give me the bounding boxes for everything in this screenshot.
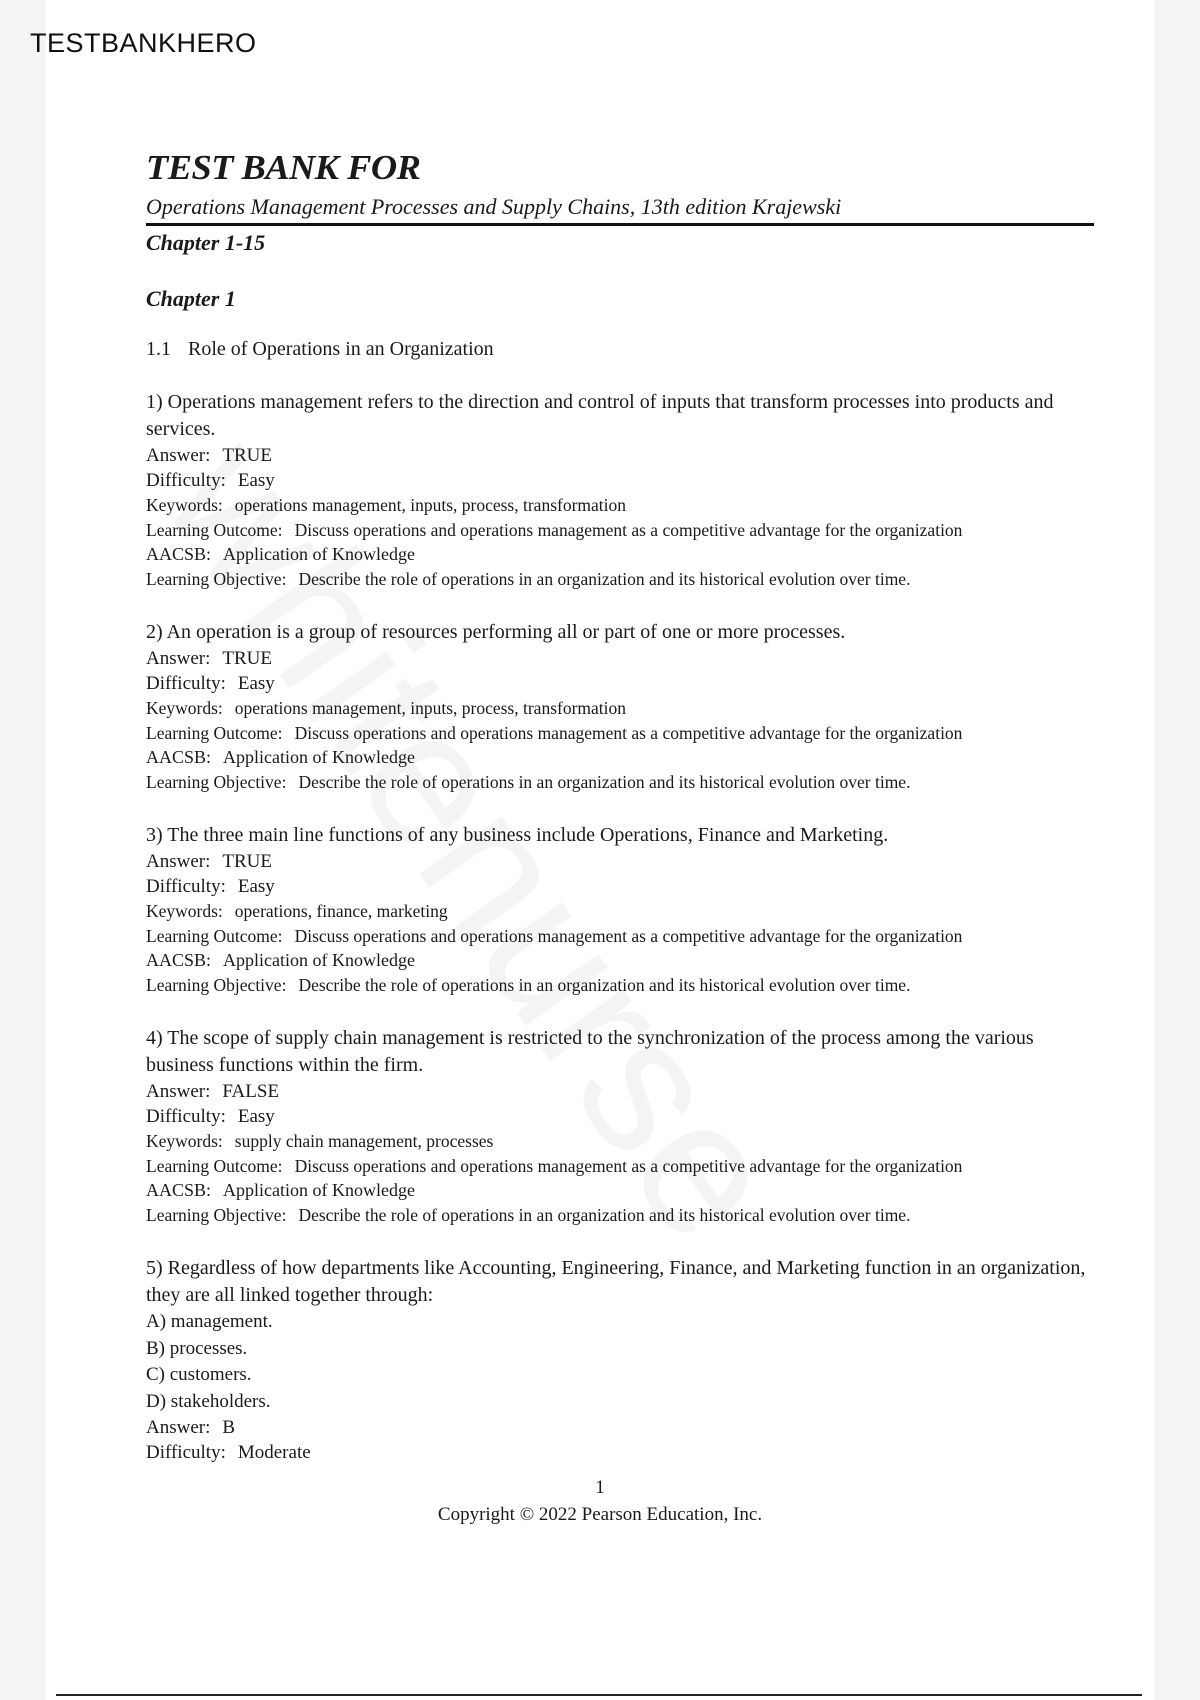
- answer-value: TRUE: [222, 648, 272, 670]
- objective-value: Describe the role of operations in an organization and its historical evolution over time.: [298, 1204, 911, 1225]
- chapter-heading: Chapter 1: [146, 286, 236, 312]
- question-2: [146, 619, 1094, 794]
- answer-label: Answer:: [146, 1417, 211, 1439]
- outcome-line: [146, 721, 1094, 746]
- keywords-line: [146, 696, 1094, 721]
- aacsb-line: [146, 948, 1094, 973]
- difficulty-line: [146, 671, 1094, 696]
- keywords-value: operations management, inputs, process, transformation: [234, 698, 627, 719]
- keywords-value: operations, finance, marketing: [234, 901, 448, 922]
- difficulty-value: Easy: [237, 876, 275, 898]
- choice-a: A) management.: [146, 1311, 273, 1333]
- page-footer: [0, 1474, 1200, 1528]
- aacsb-value: Application of Knowledge: [223, 544, 415, 565]
- difficulty-line: [146, 874, 1094, 899]
- keywords-line: [146, 493, 1094, 518]
- answer-value: B: [222, 1417, 236, 1439]
- difficulty-label: Difficulty:: [146, 1106, 226, 1128]
- aacsb-value: Application of Knowledge: [223, 950, 415, 971]
- aacsb-line: [146, 542, 1094, 567]
- objective-label: Learning Objective:: [146, 1204, 287, 1225]
- aacsb-line: [146, 745, 1094, 770]
- difficulty-value: Moderate: [237, 1442, 311, 1464]
- book-subtitle: Operations Management Processes and Supply Chains, 13th edition Krajewski: [146, 195, 1094, 226]
- question-list: [146, 389, 1094, 1227]
- objective-line: [146, 973, 1094, 998]
- objective-label: Learning Objective:: [146, 568, 287, 589]
- difficulty-value: Easy: [237, 470, 275, 492]
- keywords-label: Keywords:: [146, 1131, 223, 1152]
- section-heading: [146, 338, 1094, 361]
- aacsb-label: AACSB:: [146, 544, 212, 565]
- section-number: 1.1: [146, 338, 171, 361]
- question-text: 1) Operations management refers to the direction and control of inputs that transform processes into products and services.: [146, 391, 1054, 441]
- objective-line: [146, 567, 1094, 592]
- choice-d: D) stakeholders.: [146, 1390, 271, 1412]
- objective-value: Describe the role of operations in an organization and its historical evolution over time.: [298, 771, 911, 792]
- brand-header: TESTBANKHERO: [30, 28, 257, 58]
- outcome-label: Learning Outcome:: [146, 519, 283, 540]
- aacsb-label: AACSB:: [146, 1180, 212, 1201]
- choice-b: B) processes.: [146, 1337, 248, 1359]
- answer-value: TRUE: [222, 445, 272, 467]
- answer-line: [146, 849, 1094, 874]
- answer-line: [146, 1415, 1094, 1440]
- outcome-line: [146, 518, 1094, 543]
- outcome-label: Learning Outcome:: [146, 1155, 283, 1176]
- keywords-value: supply chain management, processes: [234, 1131, 494, 1152]
- objective-label: Learning Objective:: [146, 974, 287, 995]
- answer-label: Answer:: [146, 1081, 211, 1103]
- aacsb-label: AACSB:: [146, 747, 212, 768]
- difficulty-label: Difficulty:: [146, 673, 226, 695]
- chapter-range: Chapter 1-15: [146, 230, 266, 256]
- answer-line: [146, 1079, 1094, 1104]
- difficulty-value: Easy: [237, 673, 275, 695]
- outcome-value: Discuss operations and operations management as a competitive advantage for the organization: [294, 1155, 963, 1176]
- keywords-line: [146, 1129, 1094, 1154]
- difficulty-label: Difficulty:: [146, 876, 226, 898]
- answer-line: [146, 646, 1094, 671]
- difficulty-line: [146, 1104, 1094, 1129]
- question-text: 5) Regardless of how departments like Accounting, Engineering, Finance, and Marketing function in an organization, they are all linked together through:: [146, 1257, 1086, 1307]
- question-5: [146, 1255, 1094, 1465]
- keywords-label: Keywords:: [146, 698, 223, 719]
- difficulty-value: Easy: [237, 1106, 275, 1128]
- question-text: 2) An operation is a group of resources performing all or part of one or more processes.: [146, 621, 846, 644]
- objective-value: Describe the role of operations in an organization and its historical evolution over time.: [298, 974, 911, 995]
- keywords-label: Keywords:: [146, 495, 223, 516]
- section-title: Role of Operations in an Organization: [188, 338, 494, 361]
- bottom-divider: [56, 1694, 1142, 1696]
- answer-label: Answer:: [146, 851, 211, 873]
- objective-value: Describe the role of operations in an organization and its historical evolution over time.: [298, 568, 911, 589]
- document-title: TEST BANK FOR: [146, 148, 421, 187]
- aacsb-label: AACSB:: [146, 950, 212, 971]
- copyright-notice: Copyright © 2022 Pearson Education, Inc.: [437, 1504, 763, 1525]
- outcome-value: Discuss operations and operations management as a competitive advantage for the organization: [294, 925, 963, 946]
- question-4: [146, 1025, 1094, 1227]
- keywords-line: [146, 899, 1094, 924]
- outcome-line: [146, 924, 1094, 949]
- question-1: [146, 389, 1094, 591]
- question-text: 3) The three main line functions of any business include Operations, Finance and Marketing.: [146, 824, 889, 847]
- difficulty-line: [146, 1440, 1094, 1465]
- choice-c: C) customers.: [146, 1364, 252, 1386]
- outcome-label: Learning Outcome:: [146, 722, 283, 743]
- question-text: 4) The scope of supply chain management is restricted to the synchronization of the process among the various business functions within the firm.: [146, 1027, 1034, 1077]
- aacsb-value: Application of Knowledge: [223, 747, 415, 768]
- objective-label: Learning Objective:: [146, 771, 287, 792]
- aacsb-value: Application of Knowledge: [223, 1180, 415, 1201]
- keywords-value: operations management, inputs, process, transformation: [234, 495, 627, 516]
- outcome-label: Learning Outcome:: [146, 925, 283, 946]
- keywords-label: Keywords:: [146, 901, 223, 922]
- document-content: [146, 150, 1094, 1465]
- answer-label: Answer:: [146, 445, 211, 467]
- aacsb-line: [146, 1178, 1094, 1203]
- difficulty-line: [146, 468, 1094, 493]
- objective-line: [146, 770, 1094, 795]
- answer-line: [146, 443, 1094, 468]
- objective-line: [146, 1203, 1094, 1228]
- answer-value: TRUE: [222, 851, 272, 873]
- outcome-line: [146, 1154, 1094, 1179]
- outcome-value: Discuss operations and operations management as a competitive advantage for the organization: [294, 722, 963, 743]
- question-3: [146, 822, 1094, 997]
- difficulty-label: Difficulty:: [146, 470, 226, 492]
- page-number: 1: [595, 1477, 605, 1498]
- answer-value: FALSE: [222, 1081, 280, 1103]
- difficulty-label: Difficulty:: [146, 1442, 226, 1464]
- outcome-value: Discuss operations and operations management as a competitive advantage for the organization: [294, 519, 963, 540]
- answer-label: Answer:: [146, 648, 211, 670]
